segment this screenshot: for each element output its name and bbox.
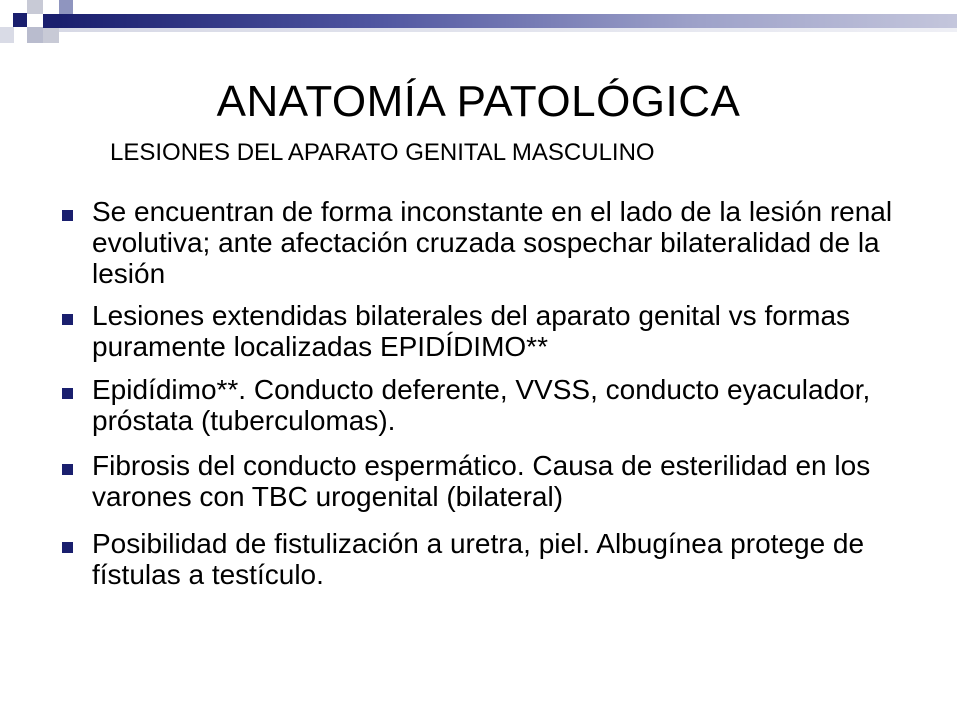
list-item [62,196,922,289]
square-bullet-icon [62,388,73,399]
square-bullet-icon [62,314,73,325]
list-item [62,528,922,590]
square-bullet-icon [62,464,73,475]
header-gradient-bar [59,14,957,28]
decorative-square [43,14,59,28]
list-item [62,450,922,512]
list-item-text: Se encuentran de forma inconstante en el lado de la lesión renal evolutiva; ante afectación cruzada sospechar bilateralidad de la lesión [92,196,893,289]
slide-title: ANATOMÍA PATOLÓGICA [216,77,741,126]
list-item-text: Lesiones extendidas bilaterales del aparato genital vs formas puramente localizadas EPIDÍDIMO** [92,300,851,362]
decorative-square [59,0,73,14]
square-bullet-icon [62,542,73,553]
list-item-text: Epidídimo**. Conducto deferente, VVSS, conducto eyaculador, próstata (tuberculomas). [92,374,871,436]
header-gradient-bar-light [59,28,957,32]
list-item [62,374,922,436]
decorative-square [27,27,43,43]
decorative-square [27,0,43,14]
decorative-square [13,13,27,27]
decorative-square [43,28,59,43]
list-item-text: Posibilidad de fistulización a uretra, piel. Albugínea protege de fístulas a testículo. [92,528,865,590]
decorative-square [0,27,14,43]
list-item [62,300,922,362]
bullet-list [62,196,922,604]
square-bullet-icon [62,210,73,221]
slide-subtitle: LESIONES DEL APARATO GENITAL MASCULINO [110,139,655,166]
list-item-text: Fibrosis del conducto espermático. Causa de esterilidad en los varones con TBC urogenital (bilateral) [92,450,871,512]
